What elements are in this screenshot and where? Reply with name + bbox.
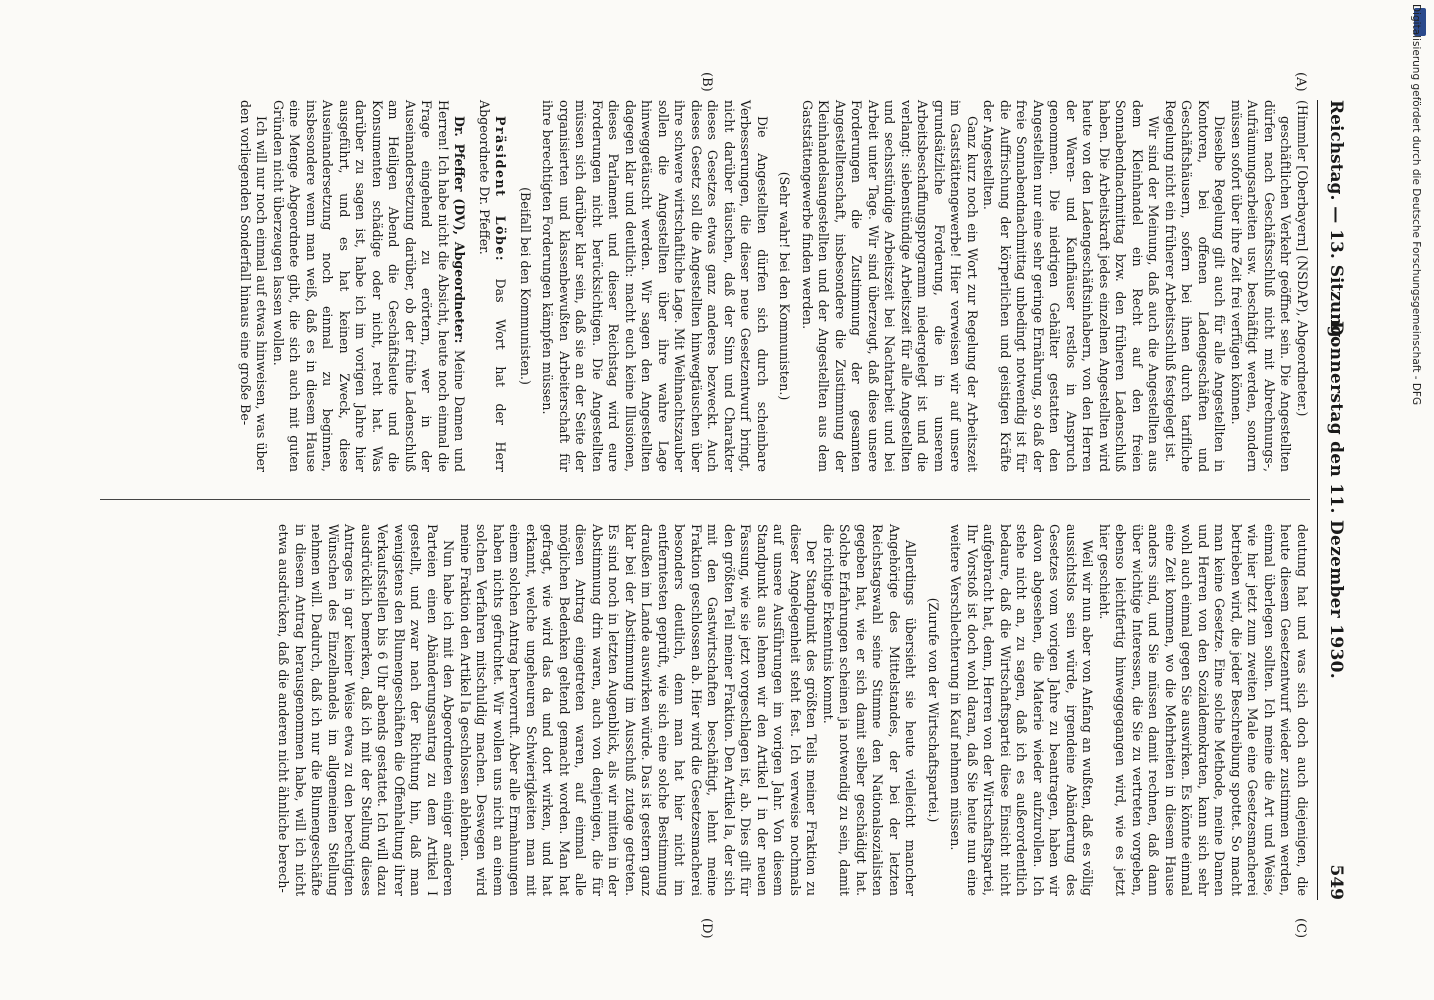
speaker-line: (Himmler [Oberbayern] (NSDAP), Abgeordneter.) (1295, 100, 1310, 417)
paragraph: Allerdings übersieht sie heute vielleicht mancher Angehörige des Mittelstandes, der bei der letzten Reichstagswahl seine Stimme den Nationalsozialisten gegeben hat, wie er sich damit selber geschädigt hat. Solche Erfahrungen scheinen ja notwendig zu sein, damit die richtige Erkenntnis kommt. (821, 524, 919, 896)
header-date: Donnerstag den 11. Dezember 1930. (1326, 320, 1346, 680)
president-label: Präsident Löbe: (493, 116, 509, 263)
digitization-note-text: Digitalisierung gefördert durch die Deutsche Forschungsgemeinschaft - DFG (1410, 4, 1422, 406)
speaker-text: Meine Damen und Herren! Ich habe nicht die Absicht, heute noch einmal die Frage eingehend zu erörtern, wer in der Auseinandersetzung darüber, ob der frühe Ladenschluß am Heiligen Abend die Geschäftsleute und die Konsumenten schädige oder nicht, recht hat. Was darüber zu sagen ist, habe ich im vorigen Jahre hier ausgeführt, und es hat keinen Zweck, diese Auseinandersetzung noch einmal zu beginnen, insbesondere wenn man weiß, daß es in diesem Hause eine Menge Abgeordnete gibt, die sich auch mit guten Gründen nicht überzeugen lassen wollen. (271, 100, 468, 472)
president-statement (476, 100, 509, 472)
paragraph: geschäftlichen Verkehr geöffnet sein. Die Angestellten dürfen nach Geschäftsschluß nicht mit Abrechnungs-, Aufräumungsarbeiten usw. beschäftigt werden, sondern müssen sofort über ihre Zeit frei verfügen können. (1229, 100, 1294, 472)
interjection: (Beifall bei den Kommunisten.) (518, 187, 533, 385)
paragraph: Weil wir nun aber von Anfang an wußten, daß es völlig aussichtslos sein würde, irgendeine Abänderung des Gesetzes vom vorigen Jahre zu beantragen, haben wir davon abgesehen, die Materie wieder aufzurollen. Ich stehe nicht an, zu sagen, daß ich es außerordentlich bedaure, daß die Wirtschaftspartei diese Einsicht nicht aufgebracht hat, denn, Herren von der Wirtschaftspartei, Ihr Vorstoß ist doch wohl daran, daß Sie heute nun eine weitere Verschlechterung in Kauf nehmen müssen. (948, 524, 1096, 896)
margin-marker-b: (B) (699, 72, 714, 92)
margin-marker-c: (C) (1293, 918, 1308, 939)
left-column (237, 100, 1311, 472)
margin-marker-d: (D) (699, 918, 714, 939)
paragraph: Ganz kurz noch ein Wort zur Regelung der Arbeitszeit im Gaststättengewerbe! Hier verweisen wir auf unsere grundsätzliche Forderung, die in unserem Arbeitsbeschaffungsprogramm niedergelegt ist und die verlangt: siebenstündige Arbeitszeit für alle Angestellten und sechsstündige Arbeitszeit bei Nachtarbeit und bei Arbeit unter Tage. Wir sind überzeugt, daß diese unsere Forderungen die Zustimmung der gesamten Angestelltenschaft, insbesondere die Zustimmung der Kleinhandelsangestellten und der Angestellten aus dem Gaststättengewerbe finden werden. (800, 100, 980, 472)
column-divider (100, 499, 1310, 500)
page-number: 549 (1326, 864, 1346, 900)
paragraph: deutung hat und was sich doch auch diejenigen, die heute diesem Gesetzentwurf wieder zustimmen werden, einmal überlegen sollten. Ich meine die Art und Weise, wie hier jetzt zum zweiten Male eine Gesetzesmacherei betrieben wird, die jeder Beschreibung spottet. So macht man keine Gesetze. Eine solche Methode, meine Damen und Herren von den Sozialdemokraten, kann sich sehr wohl auch einmal gegen Sie auswirken. Es könnte einmal eine Zeit kommen, wo die Mehrheiten in diesem Hause anders sind, und Sie müssen damit rechnen, daß dann über wichtige Interessen, die Sie zu vertreten vorgeben, ebenso leichtfertig hinweggegangen wird, wie es jetzt hier geschieht. (1097, 524, 1310, 896)
president-text: Das Wort hat der Herr Abgeordnete Dr. Pfeffer. (477, 100, 509, 472)
header-session: Reichstag. — 13. Sitzung. (1326, 100, 1346, 344)
page-header (1320, 0, 1346, 1000)
right-column (275, 524, 1310, 896)
paragraph: Wir sind der Meinung, daß auch die Angestellten aus dem Kleinhandel ein Recht auf den freien Sonnabendnachmittag bzw. den früheren Ladenschluß haben. Die Arbeitskraft jedes einzelnen Angestellten wird heute von den Ladengeschäftsinhabern, von den Herren der Waren- und Kaufhäuser restlos in Anspruch genommen. Die niedrigen Gehälter gestatten den Angestellten nur eine sehr geringe Ernährung, so daß der freie Sonnabendnachmittag unbedingt notwendig ist für die Auffrischung der körperlichen und geistigen Kräfte der Angestellten. (981, 100, 1162, 472)
paragraph: Die Angestellten dürfen sich durch scheinbare Verbesserungen, die dieser neue Gesetzentwurf bringt, nicht darüber täuschen, daß der Sinn und Charakter dieses Gesetzes etwas ganz anderes bezweckt. Auch dieses Gesetz soll die Angestellten hinwegtäuschen über ihre schwere wirtschaftliche Lage. Mit Weihnachtszauber sollen die Angestellten über ihre wahre Lage hinweggetäuscht werden. Wir sagen den Angestellten dagegen klar und deutlich: macht euch keine Illusionen, dieses Parlament und dieser Reichstag wird eure Forderungen nicht berücksichtigen. Die Angestellten müssen sich darüber klar sein, daß sie an der Seite der organisierten und klassenbewußten Arbeiterschaft für ihre berechtigten Forderungen kämpfen müssen. (540, 100, 770, 472)
paragraph: Dieselbe Regelung gilt auch für alle Angestellten in Kontoren, bei offenen Ladengeschäften und Geschäftshäusern, sofern bei ihnen durch tarifliche Regelung nicht ein früherer Arbeitsschluß festgelegt ist. (1163, 100, 1228, 472)
paragraph: Der Standpunkt des größten Teils meiner Fraktion zu dieser Angelegenheit steht fest. Ich verweise nochmals auf unsere Ausführungen im vorigen Jahr. Von diesem Standpunkt aus lehnen wir den Artikel I in der neuen Fassung, wie sie jetzt vorgeschlagen ist, ab. Dies gilt für den größten Teil meiner Fraktion. Den Artikel Ia, der sich mit den Gastwirtschaften beschäftigt, lehnt meine Fraktion geschlossen ab. Hier wird die Gesetzesmacherei besonders deutlich, denn man hat hier nicht im entferntesten geprüft, wie sich eine solche Bestimmung draußen im Lande auswirken würde. Das ist gestern ganz klar bei der Abstimmung im Ausschuß zutage getreten. Es sind noch in letzten Augenblick, als wir mitten in der Abstimmung drin waren, auch von denjenigen, die für diesen Antrag eingetreten waren, auf einmal alle möglichen Bedenken geltend gemacht worden. Man hat gefragt, wie wird das da und dort wirken, und hat erkannt, welche ungeheuren Schwierigkeiten man mit einem solchen Antrag hervorruft. Aber alle Ermahnungen haben nichts gefruchtet. Wir wollen uns nicht an einem solchen Verfahren mitschuldig machen. Deswegen wird meine Fraktion den Artikel Ia geschlossen ablehnen. (458, 524, 820, 896)
interjection: (Sehr wahr! bei den Kommunisten.) (777, 171, 793, 401)
paragraph: Nun habe ich mit den Abgeordneten einiger anderen Parteien einen Abänderungsantrag zu dem Artikel I gestellt, und zwar nach der Richtung hin, daß man wenigstens den Blumengeschäften die Offenhaltung ihrer Verkaufsstellen bis 6 Uhr abends gestattet. Ich will dazu ausdrücklich bemerken, daß ich mit der Stellung dieses Antrages in gar keiner Weise etwa zu den berechtigten Wünschen des Einzelhandels im allgemeinen Stellung nehmen will. Dadurch, daß ich nur die Blumengeschäfte in diesem Antrag herausgenommen habe, will ich nicht etwa ausdrücken, daß die anderen nicht ähnliche berech- (276, 524, 457, 896)
margin-marker-a: (A) (1293, 72, 1308, 92)
speaker-paragraph (270, 100, 468, 472)
digitization-note (1406, 4, 1422, 994)
interjection: (Zurufe von der Wirtschaftspartei.) (926, 597, 941, 823)
speaker-label: Dr. Pfeffer (DV), Abgeordneter: (452, 116, 468, 344)
paragraph: Ich will nur noch einmal auf etwas hinweisen, was über den vorliegenden Sonderfall hinaus eine große Be- (238, 100, 270, 472)
header-rule (1317, 100, 1318, 900)
